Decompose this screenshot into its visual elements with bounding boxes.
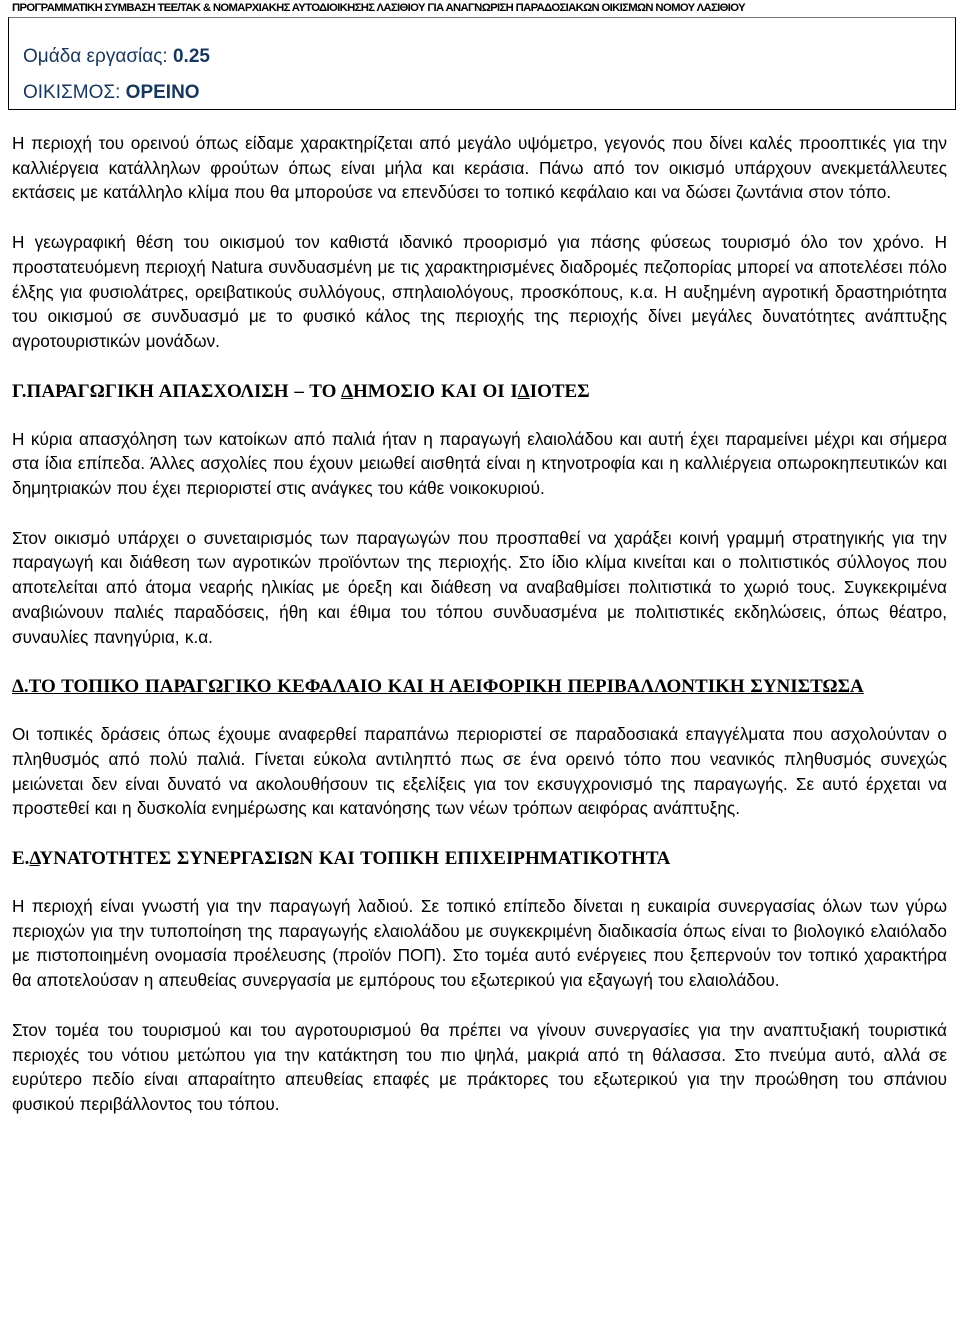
heading-text: Ε. (12, 848, 30, 870)
gamma-paragraph-2: Στον οικισμό υπάρχει ο συνεταιρισμός των παραγωγών που προσπαθεί να χαράξει κοινή γραμμή στρατηγικής για την παραγωγή και διάθεση των αγροτικών προϊόντων της περιοχής. Στο ίδιο κλίμα κινείται και ο πολιτιστικός σύλλογος που αποτελείται από άτομα νεαρής ηλικίας με όρεξη και διάθεση να αναβαθμίσει πολιτιστικά το χωριό τους. Συγκεκριμένα αναβιώνουν παλιές παραδόσεις, ήθη και έθιμα του τόπου συνδυασμένα με πολιτιστικές εκδηλώσεις, όπως θέατρο, συναυλίες πανηγύρια, κ.α. (12, 527, 947, 647)
intro-paragraph-2: Η γεωγραφική θέση του οικισμού τον καθιστά ιδανικό προορισμό για πάσης φύσεως τουρισμό όλο τον χρόνο. Η προστατευόμενη περιοχή Natura συνδυασμένη με τις χαρακτηρισμένες διαδρομές πεζοπορίας μπορεί να αποτελέσει πόλο έλξης για φυσιολάτρες, ορειβατικούς συλλόγους, σπηλαιολόγους, προσκόπους, κ.α. Η αυξημένη αγροτική δραστηριότητα του οικισμού σε συνδυασμό με το φυσικό κάλος της περιοχής της περιοχής δίνει μεγάλες δυνατότητες ανάπτυξης αγροτουριστικών μονάδων. (12, 232, 947, 351)
heading-underlined-letter: Δ (341, 380, 353, 402)
epsilon-paragraph-2: Στον τομέα του τουρισμού και του αγροτουρισμού θα πρέπει να γίνουν συνεργασίες για την αναπτυξιακή τουριστικά περιοχές του νότιου μετώπου για την κατάκτηση του πιο ψηλά, μακριά από τη θάλασσα. Στο πνεύμα αυτό, αλλά σε ευρύτερο πεδίο είναι απαραίτητο απευθείας επαφές με πράκτορες του εξωτερικού για την προώθηση του σπάνιου φυσικού περιβάλλοντος του τόπου. (12, 1019, 947, 1114)
heading-text: Δ.ΤΟ ΤΟΠΙΚΟ ΠΑΡΑΓΩΓΙΚΟ ΚΕΦΑΛΑΙΟ ΚΑΙ Η ΑΕΙΦΟΡΙΚΗ ΠΕΡΙΒΑΛΛΟΝΤΙΚΗ ΣΥΝΙΣΤΩΣΑ (12, 676, 864, 698)
delta-paragraph-1: Οι τοπικές δράσεις όπως έχουμε αναφερθεί παραπάνω περιοριστεί σε παραδοσιακά επαγγέλματα που ασχολούνταν ο πληθυσμός από πολύ παλιά. Γίνεται εύκολα αντιληπτό πως σε ένα ορεινό τόπο που νεανικός πληθυσμός συνεχώς μειώνεται δεν είναι δυνατό να ακολουθήσουν τις εξελίξεις για τον εκσυγχρονισμό της παραγωγής. Σε αυτό έρχεται να προστεθεί και η δυσκολία ενημέρωσης και κατανόησης των νέων τρόπων αειφόρας ανάπτυξης. (12, 724, 947, 819)
intro-paragraph-1: Η περιοχή του ορεινού όπως είδαμε χαρακτηρίζεται από μεγάλο υψόμετρο, γεγονός που δίνει καλές προοπτικές για την καλλιέργεια κατάλληλων φρούτων όπως είναι μήλα και κεράσια. Πάνω από τον οικισμό υπάρχουν ανεκμετάλλευτες εκτάσεις με κατάλληλο κλίμα που θα μπορούσε να επενδύσει το τοπικό κεφάλαιο και να δώσει ζωντάνια στον τόπο. (12, 133, 947, 203)
section-gamma-heading (12, 379, 947, 405)
header-box (8, 17, 956, 110)
program-title: ΠΡΟΓΡΑΜΜΑΤΙΚΗ ΣΥΜΒΑΣΗ ΤΕΕ/ΤΑΚ & ΝΟΜΑΡΧΙΑΚΗΣ ΑΥΤΟΔΙΟΙΚΗΣΗΣ ΛΑΣΙΘΙΟΥ ΓΙΑ ΑΝΑΓΝΩΡΙΣΗ ΠΑΡΑΔΟΣΙΑΚΩΝ ΟΙΚΙΣΜΩΝ ΝΟΜΟΥ ΛΑΣΙΘΙΟΥ (12, 2, 745, 14)
section-delta-heading (12, 674, 947, 700)
work-group-label: Ομάδα εργασίας: (23, 46, 173, 67)
work-group-line (23, 46, 210, 68)
village-label: ΟΙΚΙΣΜΟΣ: (23, 82, 126, 103)
heading-text: Γ.ΠΑΡΑΓΩΓΙΚΗ ΑΠΑΣΧΟΛΙΣΗ – ΤΟ (12, 380, 342, 402)
work-group-value: 0.25 (172, 46, 210, 67)
village-line (23, 82, 200, 104)
section-epsilon-heading (12, 846, 947, 872)
document-body (12, 131, 947, 1142)
heading-text: ΗΜΟΣΙΟ ΚΑΙ ΟΙ Ι (352, 380, 518, 402)
village-value: ΟΡΕΙΝΟ (125, 82, 200, 103)
heading-underlined-letter: Δ (517, 380, 530, 402)
heading-text: ΥΝΑΤΟΤΗΤΕΣ ΣΥΝΕΡΓΑΣΙΩΝ ΚΑΙ ΤΟΠΙΚΗ ΕΠΙΧΕΙΡΗΜΑΤΙΚΟΤΗΤΑ (39, 848, 671, 870)
heading-underlined-letter: Δ (29, 848, 40, 870)
gamma-paragraph-1: Η κύρια απασχόληση των κατοίκων από παλιά ήταν η παραγωγή ελαιολάδου και αυτή έχει παραμείνει μέχρι και σήμερα στα ίδια επίπεδα. Άλλες ασχολίες που έχουν μειωθεί αισθητά είναι η κτηνοτροφία και η καλλιέργεια οπωροκηπευτικών και δημητριακών που έχει περιοριστεί στις ανάγκες του κάθε νοικοκυριού. (12, 428, 947, 499)
epsilon-paragraph-1: Η περιοχή είναι γνωστή για την παραγωγή λαδιού. Σε τοπικό επίπεδο δίνεται η ευκαιρία συνεργασίας όλων των γύρω περιοχών για την τυποποίηση της παραγωγής ελαιολάδου με συγκεκριμένη διαδικασία όπως είναι το βιολογικό ελαιόλαδο με πιστοποιημένη ονομασία προέλευσης (προϊόν ΠΟΠ). Στο τομέα αυτό ενέργειες που ξεπερνούν τον τοπικό χαρακτήρα θα αποτελούσαν η απευθείας συνεργασία με εμπόρους του εξωτερικού για εξαγωγή του ελαιολάδου. (12, 896, 947, 991)
heading-text: ΙΟΤΕΣ (529, 380, 590, 402)
